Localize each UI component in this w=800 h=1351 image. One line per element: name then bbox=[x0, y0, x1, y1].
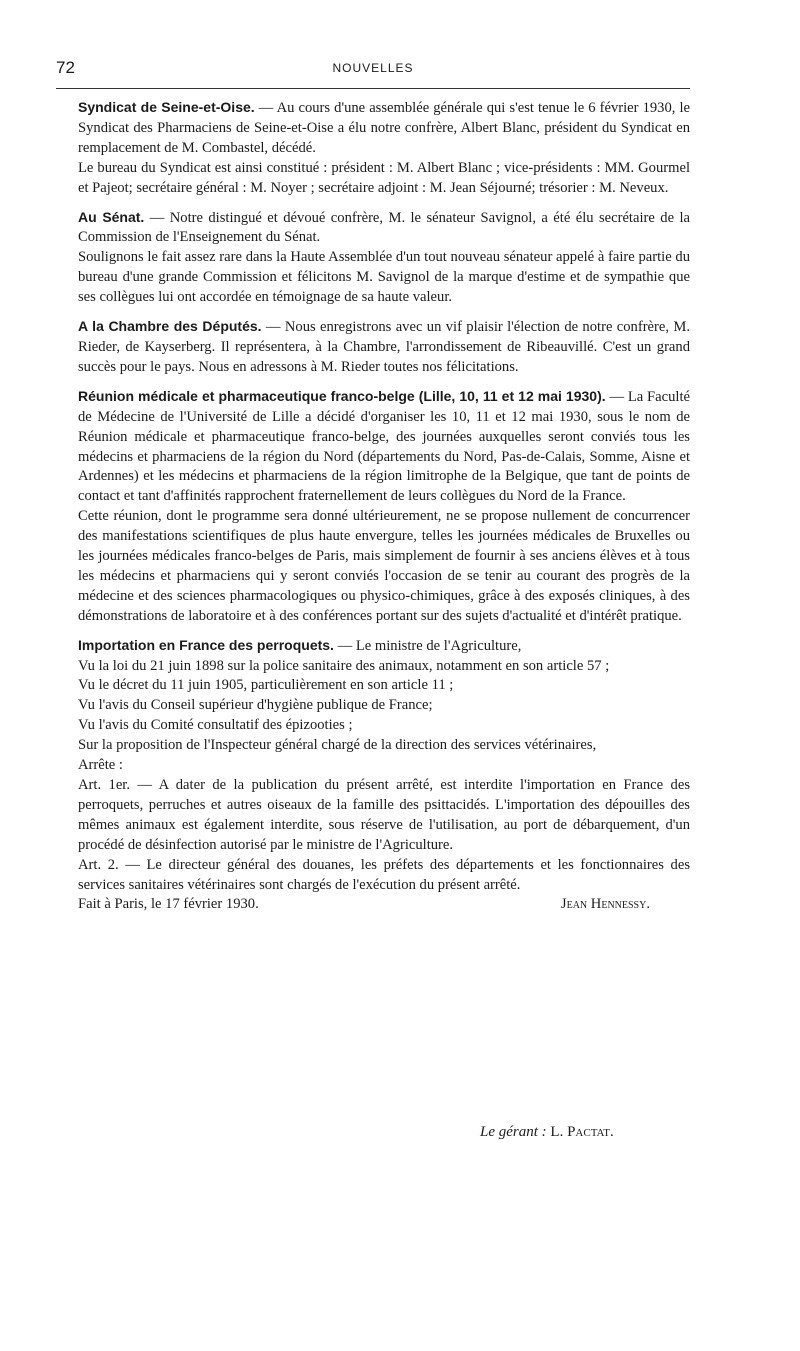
item-text: — Notre distingué et dévoué confrère, M. le sénateur Savignol, a été élu secrétaire de la Commission de l'Enseignement du Sénat. bbox=[78, 209, 690, 246]
item-title: Réunion médicale et pharmaceutique franco-belge (Lille, 10, 11 et 12 mai 1930). bbox=[78, 387, 606, 404]
item-title: Importation en France des perroquets. bbox=[78, 636, 334, 653]
article-1: Art. 1er. — A dater de la publication du présent arrêté, est interdite l'importation en France des perroquets, perruches et autres oiseaux de la famille des psittacidés. L'importation des dépouilles des mêmes animaux est également interdite, sous réserve de l'utilisation, au port de débarquement, d'un procédé de désinfection autorisé par le ministre de l'Agriculture. bbox=[78, 777, 690, 853]
item-text: — Le ministre de l'Agriculture, bbox=[337, 637, 522, 654]
visa-2: Vu le décret du 11 juin 1905, particulièrement en son article 11 ; bbox=[78, 677, 454, 694]
gerant-name: L. Pactat. bbox=[550, 1124, 614, 1140]
paragraph: Soulignons le fait assez rare dans la Haute Assemblée d'un tout nouveau sénateur appelé à faire partie du bureau d'une grande Commission et félicitons M. Savignol de la marque d'estime et de sympathie que ses collègues lui ont accordée en témoignage de sa haute valeur. bbox=[78, 249, 690, 306]
visa-3: Vu l'avis du Conseil supérieur d'hygiène publique de France; bbox=[78, 697, 433, 714]
item-title: Au Sénat. bbox=[78, 208, 145, 225]
header-rule bbox=[56, 88, 690, 89]
date-place: Fait à Paris, le 17 février 1930. bbox=[78, 896, 259, 913]
news-item-chambre bbox=[78, 317, 690, 378]
news-item-senat bbox=[78, 208, 690, 309]
news-item-perroquets bbox=[78, 636, 690, 916]
item-text: — La Faculté de Médecine de l'Université de Lille a décidé d'organiser les 10, 11 et 12 mai 1930, sous le nom de Réunion médicale et pharmaceutique franco-belge, des journées auxquelles seront conviés tous les médecins et pharmaciens de la région du Nord (départements du Nord, Pas-de-Calais, Somme, Aisne et Ardennes) et les médecins et pharmaciens de la région limitrophe de la Belgique, que tant de points de contact et tant d'affinités rapprochent fraternellement de leurs collègues du Nord de la France. bbox=[78, 388, 690, 505]
visa-1: Vu la loi du 21 juin 1898 sur la police sanitaire des animaux, notamment en son article 57 ; bbox=[78, 657, 610, 674]
paragraph bbox=[78, 636, 690, 657]
paragraph: Cette réunion, dont le programme sera donné ultérieurement, ne se propose nullement de concurrencer des manifestations scientifiques de plus haute envergure, telles les journées médicales de Bruxelles ou les journées médicales franco-belges de Paris, mais simplement de fournir à ses anciens élèves et à tous les médecins et pharmaciens qui y seront conviés l'occasion de se tenir au courant des progrès de la médecine et des sciences pharmacologiques ou physico-chimiques, grâce à des exposés cliniques, à des démonstrations de laboratoire et à des conférences portant sur des sujets d'actualité et d'intérêt pratique. bbox=[78, 508, 690, 624]
page-header bbox=[56, 58, 690, 82]
news-item-reunion bbox=[78, 387, 690, 627]
running-head: NOUVELLES bbox=[332, 61, 414, 75]
item-text: — Nous enregistrons avec un vif plaisir l'élection de notre confrère, M. Rieder, de Kayserberg. Il représentera, à la Chambre, l'arrondissement de Ribeauvillé. C'est un grand succès pour le pays. Nous en adressons à M. Rieder toutes nos félicitations. bbox=[78, 319, 690, 375]
visa-5: Sur la proposition de l'Inspecteur général chargé de la direction des services vétérinaires, bbox=[78, 737, 597, 754]
paragraph bbox=[78, 98, 690, 159]
signature: Jean Hennessy. bbox=[560, 896, 650, 913]
paragraph bbox=[78, 208, 690, 249]
paragraph bbox=[78, 317, 690, 378]
article-2: Art. 2. — Le directeur général des douanes, les préfets des départements et les fonctionnaires des services sanitaires vétérinaires sont chargés de l'exécution du présent arrêté. bbox=[78, 856, 690, 893]
article-body bbox=[78, 98, 690, 924]
signature-line bbox=[78, 895, 690, 915]
gerant-label: Le gérant : bbox=[480, 1124, 547, 1140]
visa-4: Vu l'avis du Comité consultatif des épizooties ; bbox=[78, 717, 353, 734]
arrete-label: Arrête : bbox=[78, 757, 123, 774]
item-title: Syndicat de Seine-et-Oise. bbox=[78, 99, 255, 115]
news-item-syndicat bbox=[78, 98, 690, 199]
gerant-line bbox=[480, 1124, 614, 1141]
page-number: 72 bbox=[56, 58, 75, 77]
item-text: — Au cours d'une assemblée générale qui s'est tenue le 6 février 1930, le Syndicat des Pharmaciens de Seine-et-Oise a élu notre confrère, Albert Blanc, président du Syndicat en remplacement de M. Combastel, décédé. bbox=[78, 100, 690, 156]
item-title: A la Chambre des Députés. bbox=[78, 318, 262, 335]
paragraph bbox=[78, 387, 690, 507]
paragraph: Le bureau du Syndicat est ainsi constitué : président : M. Albert Blanc ; vice-présidents : MM. Gourmel et Pajeot; secrétaire général : M. Noyer ; secrétaire adjoint : M. Jean Séjourné; trésorier : M. Neveux. bbox=[78, 159, 690, 196]
